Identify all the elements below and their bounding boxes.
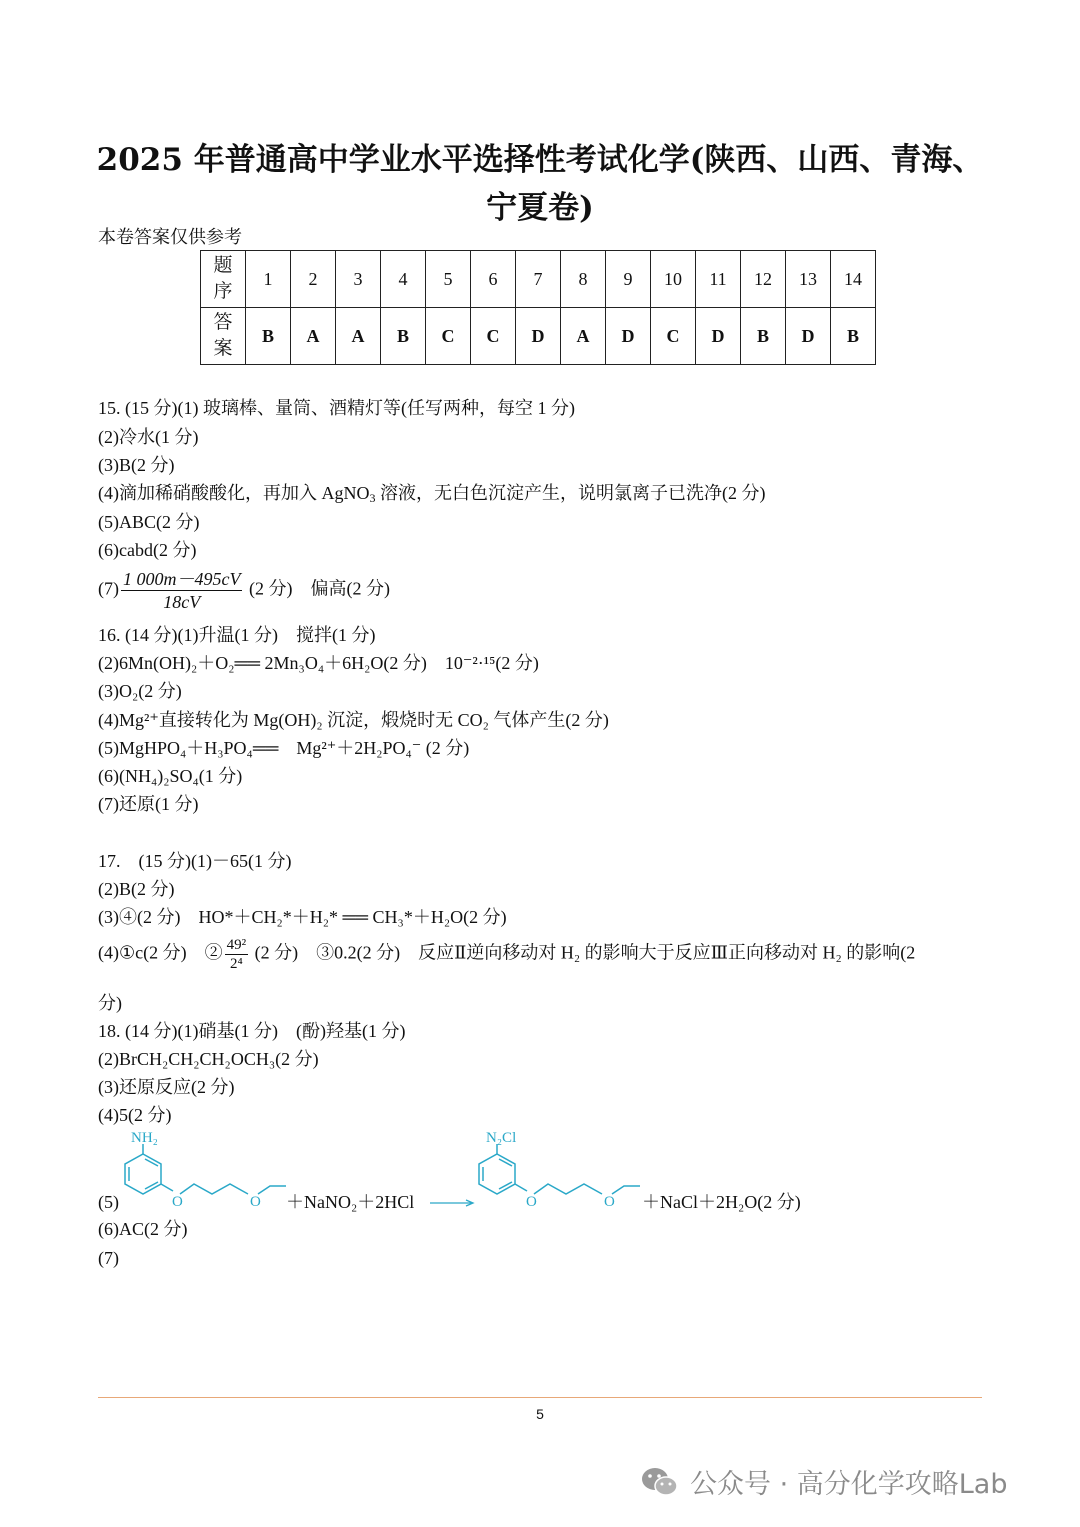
page-number: 5 xyxy=(536,1406,544,1422)
q15-line-2: (2)冷水(1 分) xyxy=(98,427,199,447)
answer-cell: D xyxy=(696,308,741,365)
answer-table-answer-row xyxy=(201,308,876,365)
answer-cell: C xyxy=(426,308,471,365)
answer-cell: A xyxy=(561,308,606,365)
q16-line-6: (6)(NH₄)₂SO₄(1 分) xyxy=(98,766,243,786)
question-number-cell: 11 xyxy=(696,251,741,308)
footer-rule xyxy=(98,1397,982,1398)
ether-oxygen-label-4: O xyxy=(604,1194,615,1210)
q15-line-6: (6)cabd(2 分) xyxy=(98,540,197,560)
q16-line-2: (2)6Mn(OH)₂＋O₂══ 2Mn₃O₄＋6H₂O(2 分) 10⁻²·¹⁵(2 分) xyxy=(98,653,539,673)
answer-cell: A xyxy=(291,308,336,365)
q16-line-7: (7)还原(1 分) xyxy=(98,794,199,814)
question-number-cell: 10 xyxy=(651,251,696,308)
question-number-cell: 3 xyxy=(336,251,381,308)
q16-line-4: (4)Mg²⁺直接转化为 Mg(OH)₂ 沉淀，煅烧时无 CO₂ 气体产生(2 分) xyxy=(98,710,609,730)
answer-cell: D xyxy=(606,308,651,365)
q18-line-4: (4)5(2 分) xyxy=(98,1105,172,1125)
q18-line-5-reagents: ＋NaNO₂＋2HCl xyxy=(286,1192,415,1212)
q18-line-5-label: (5) xyxy=(98,1192,119,1212)
question-number-cell: 14 xyxy=(831,251,876,308)
answer-table-number-row xyxy=(201,251,876,308)
q18-line-3: (3)还原反应(2 分) xyxy=(98,1077,235,1097)
question-number-cell: 8 xyxy=(561,251,606,308)
title-line-2: 宁夏卷) xyxy=(486,190,594,226)
q17-line-3: (3)④(2 分) HO*＋CH₂*＋H₂* ══ CH₃*＋H₂O(2 分) xyxy=(98,907,507,927)
ether-oxygen-label: O xyxy=(172,1194,183,1210)
answer-cell: A xyxy=(336,308,381,365)
q18-line-5-products: ＋NaCl＋2H₂O(2 分) xyxy=(642,1192,801,1212)
question-number-cell: 1 xyxy=(246,251,291,308)
q15-line-1: 15. (15 分)(1) 玻璃棒、量筒、酒精灯等(任写两种，每空 1 分) xyxy=(98,398,575,418)
reaction-arrow-icon xyxy=(430,1198,476,1208)
q16-line-3: (3)O₂(2 分) xyxy=(98,681,182,701)
q18-line-6: (6)AC(2 分) xyxy=(98,1219,188,1239)
row-header-answer: 答 案 xyxy=(201,308,246,365)
q17-line-5: 分) xyxy=(98,993,122,1013)
fraction-expression: $\frac{1 000m-495cV}{18cV}$ xyxy=(123,569,241,612)
question-number-cell: 12 xyxy=(741,251,786,308)
answer-cell: B xyxy=(741,308,786,365)
disclaimer-note: 本卷答案仅供参考 xyxy=(98,227,242,247)
question-number-cell: 9 xyxy=(606,251,651,308)
question-number-cell: 13 xyxy=(786,251,831,308)
q15-line-7: (7) $\frac{1 000m-495cV}{18cV}$ (2 分) 偏高(2 分) xyxy=(98,569,390,612)
q16-line-1: 16. (14 分)(1)升温(1 分) 搅拌(1 分) xyxy=(98,625,376,645)
diazonium-structure xyxy=(472,1124,642,1214)
ether-oxygen-label-2: O xyxy=(250,1194,261,1210)
q15-line-3: (3)B(2 分) xyxy=(98,455,175,475)
title-line-1: 2025 年普通高中学业水平选择性考试化学(陕西、山西、青海、 xyxy=(96,142,984,178)
answer-cell: D xyxy=(516,308,561,365)
answer-cell: B xyxy=(381,308,426,365)
fraction-equilibrium: $\frac{\text{49²}}{\text{2⁴}}$ xyxy=(226,937,247,972)
q15-line-4: (4)滴加稀硝酸酸化，再加入 AgNO$_3$ 溶液，无白色沉淀产生，说明氯离子已洗净(2 分) xyxy=(98,483,766,505)
q17-line-1: 17. (15 分)(1)－65(1 分) xyxy=(98,851,292,871)
aniline-structure xyxy=(118,1124,288,1214)
row-header-question-number: 题 序 xyxy=(201,251,246,308)
answer-cell: D xyxy=(786,308,831,365)
ether-oxygen-label-3: O xyxy=(526,1194,537,1210)
q18-line-7: (7) xyxy=(98,1248,119,1268)
q17-line-2: (2)B(2 分) xyxy=(98,879,175,899)
wechat-icon xyxy=(640,1465,680,1499)
watermark xyxy=(640,1462,1007,1501)
question-number-cell: 5 xyxy=(426,251,471,308)
page-title xyxy=(60,136,1020,232)
question-number-cell: 4 xyxy=(381,251,426,308)
answer-cell: C xyxy=(651,308,696,365)
question-number-cell: 2 xyxy=(291,251,336,308)
answer-cell: B xyxy=(246,308,291,365)
answer-cell: C xyxy=(471,308,516,365)
q15-line-5: (5)ABC(2 分) xyxy=(98,512,200,532)
diazonium-group-label: N₂Cl xyxy=(486,1130,517,1146)
question-number-cell: 7 xyxy=(516,251,561,308)
q17-line-4: (4)①c(2 分) ② $\frac{\text{49²}}{\text{2⁴}}$ (2 分) ③0.2(2 分) 反应Ⅱ逆向移动对 H₂ 的影响大于反应Ⅲ正向移动对 H₂ 的影响(2 xyxy=(98,937,916,972)
q18-line-2: (2)BrCH₂CH₂CH₂OCH₃(2 分) xyxy=(98,1049,319,1069)
answer-table xyxy=(200,250,876,365)
q16-line-5: (5)MgHPO₄＋H₃PO₄══ Mg²⁺＋2H₂PO₄⁻ (2 分) xyxy=(98,738,470,758)
amine-group-label: NH₂ xyxy=(131,1130,158,1146)
watermark-text: 公众号 · 高分化学攻略Lab xyxy=(690,1469,1008,1500)
q18-line-1: 18. (14 分)(1)硝基(1 分) (酚)羟基(1 分) xyxy=(98,1021,406,1041)
question-number-cell: 6 xyxy=(471,251,516,308)
answer-cell: B xyxy=(831,308,876,365)
